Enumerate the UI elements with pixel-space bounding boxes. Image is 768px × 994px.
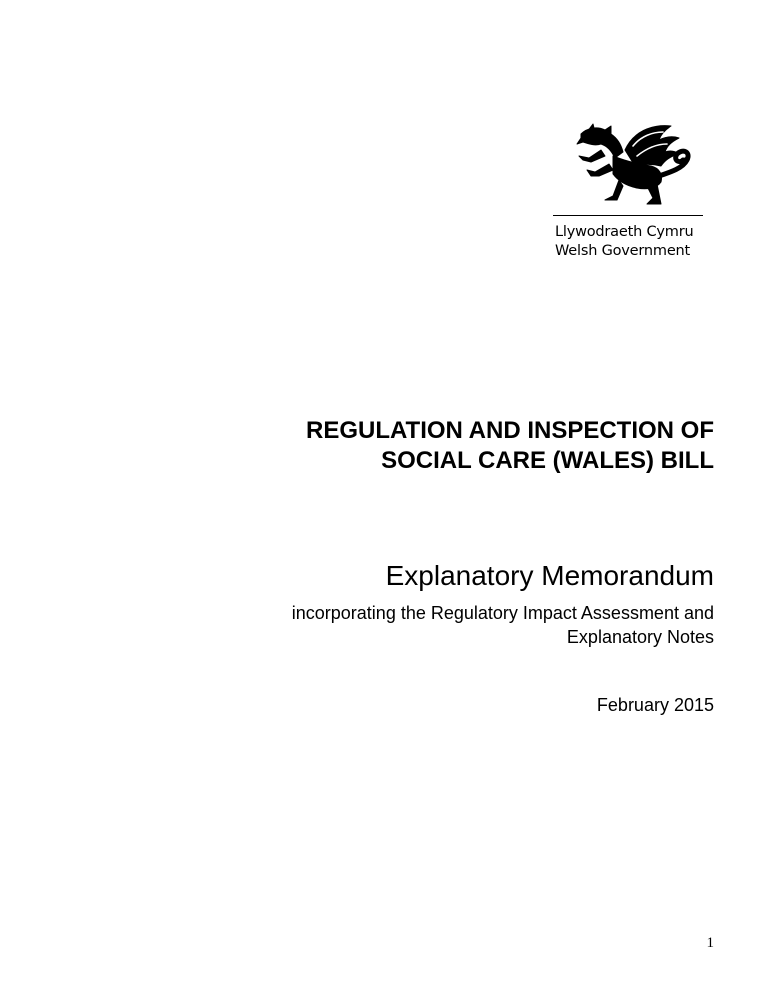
welsh-dragon-icon (567, 120, 695, 208)
document-title-line-1: REGULATION AND INSPECTION OF (306, 417, 714, 444)
document-subnote (74, 601, 714, 649)
logo-text-english: Welsh Government (555, 243, 691, 259)
document-subtitle: Explanatory Memorandum (385, 560, 714, 591)
welsh-government-logo (553, 120, 705, 266)
document-date: February 2015 (596, 695, 714, 715)
document-title-line-2: SOCIAL CARE (WALES) BILL (381, 447, 714, 474)
document-subnote-line-1: incorporating the Regulatory Impact Assessment and (291, 603, 714, 623)
logo-divider (553, 215, 703, 216)
page-number: 1 (706, 935, 714, 951)
document-title (74, 416, 714, 476)
document-subnote-line-2: Explanatory Notes (566, 627, 714, 647)
logo-text-welsh: Llywodraeth Cymru (555, 224, 694, 240)
